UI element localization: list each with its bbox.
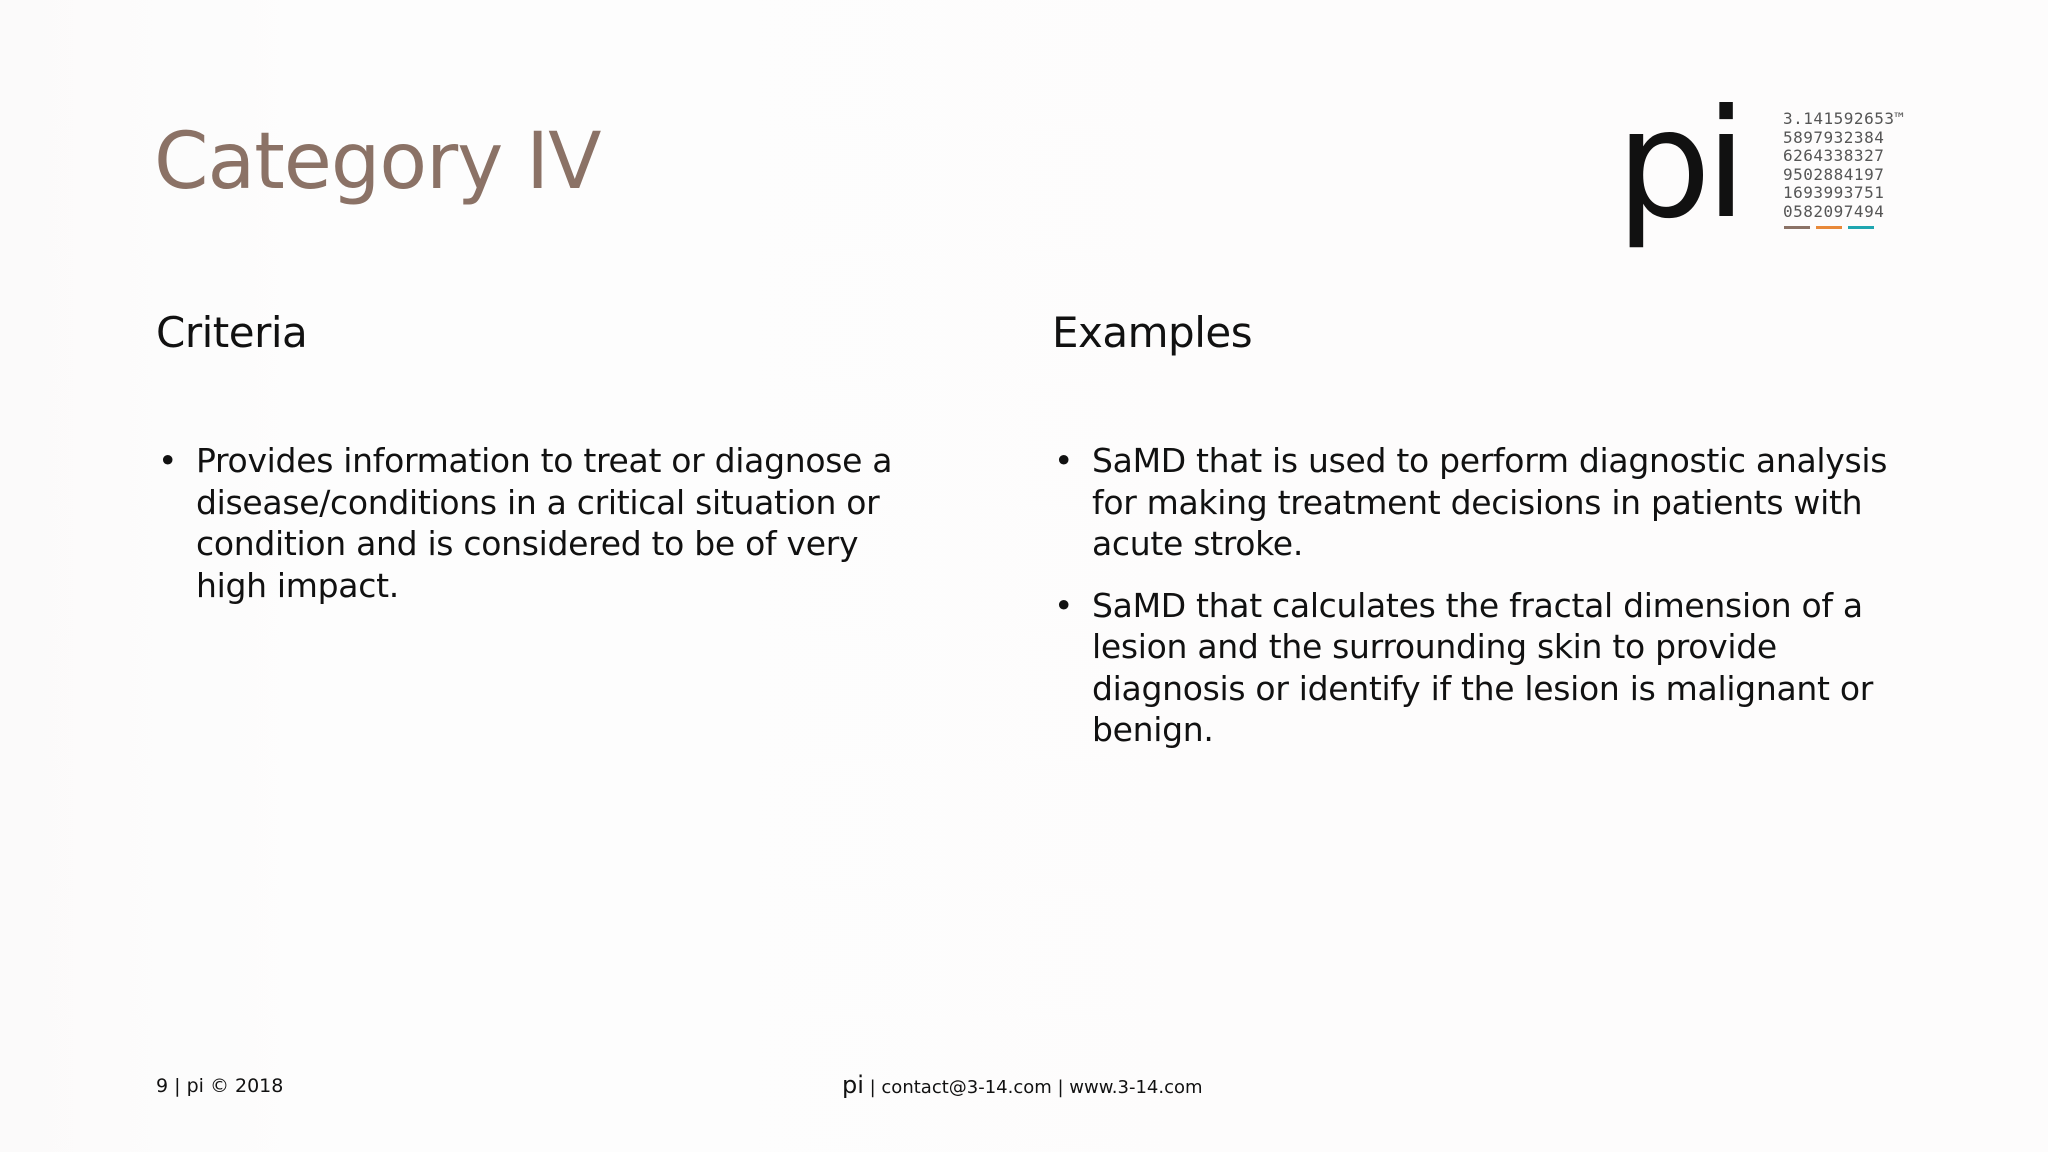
footer-page-info: 9 | pi © 2018 [156,1075,284,1097]
company-logo [1616,78,1936,256]
logo-digit-row: 5897932384 [1783,127,1885,147]
bullet-dot: • [158,441,178,480]
logo-color-bars [1784,226,1874,229]
logo-mark: pi [1616,78,1741,252]
logo-digit-row: 9502884197 [1783,164,1885,184]
list-item [1052,585,1902,751]
criteria-text: Provides information to treat or diagnose a disease/conditions in a critical situation or condition and is considered to be of very high impact. [196,441,893,605]
footer-contact [842,1072,1203,1101]
slide-title: Category IV [154,117,601,207]
bullet-dot: • [1054,585,1074,625]
example-text: SaMD that calculates the fractal dimension of a lesion and the surrounding skin to provide diagnosis or identify if the lesion is malignant or benign. [1092,585,1873,749]
logo-digit-row: 6264338327 [1783,146,1885,166]
logo-bar-brown [1784,226,1810,229]
logo-bar-orange [1816,226,1842,229]
examples-list [1052,440,1902,771]
bullet-dot: • [1054,441,1074,480]
logo-digit-row: 3.141592653™ [1783,109,1905,128]
footer-contact-text: | contact@3-14.com | www.3-14.com [863,1077,1203,1098]
logo-digit-row: 1693993751 [1783,183,1885,203]
footer-brand: pi [842,1071,864,1099]
list-item [1052,440,1902,565]
list-item [156,440,936,606]
criteria-list [156,440,936,626]
criteria-heading: Criteria [156,308,308,357]
logo-digit-row: 0582097494 [1783,201,1885,221]
logo-bar-teal [1848,226,1874,229]
examples-heading: Examples [1052,308,1253,357]
example-text: SaMD that is used to perform diagnostic analysis for making treatment decisions in patients with acute stroke. [1092,441,1888,563]
logo-digits [1783,110,1905,222]
